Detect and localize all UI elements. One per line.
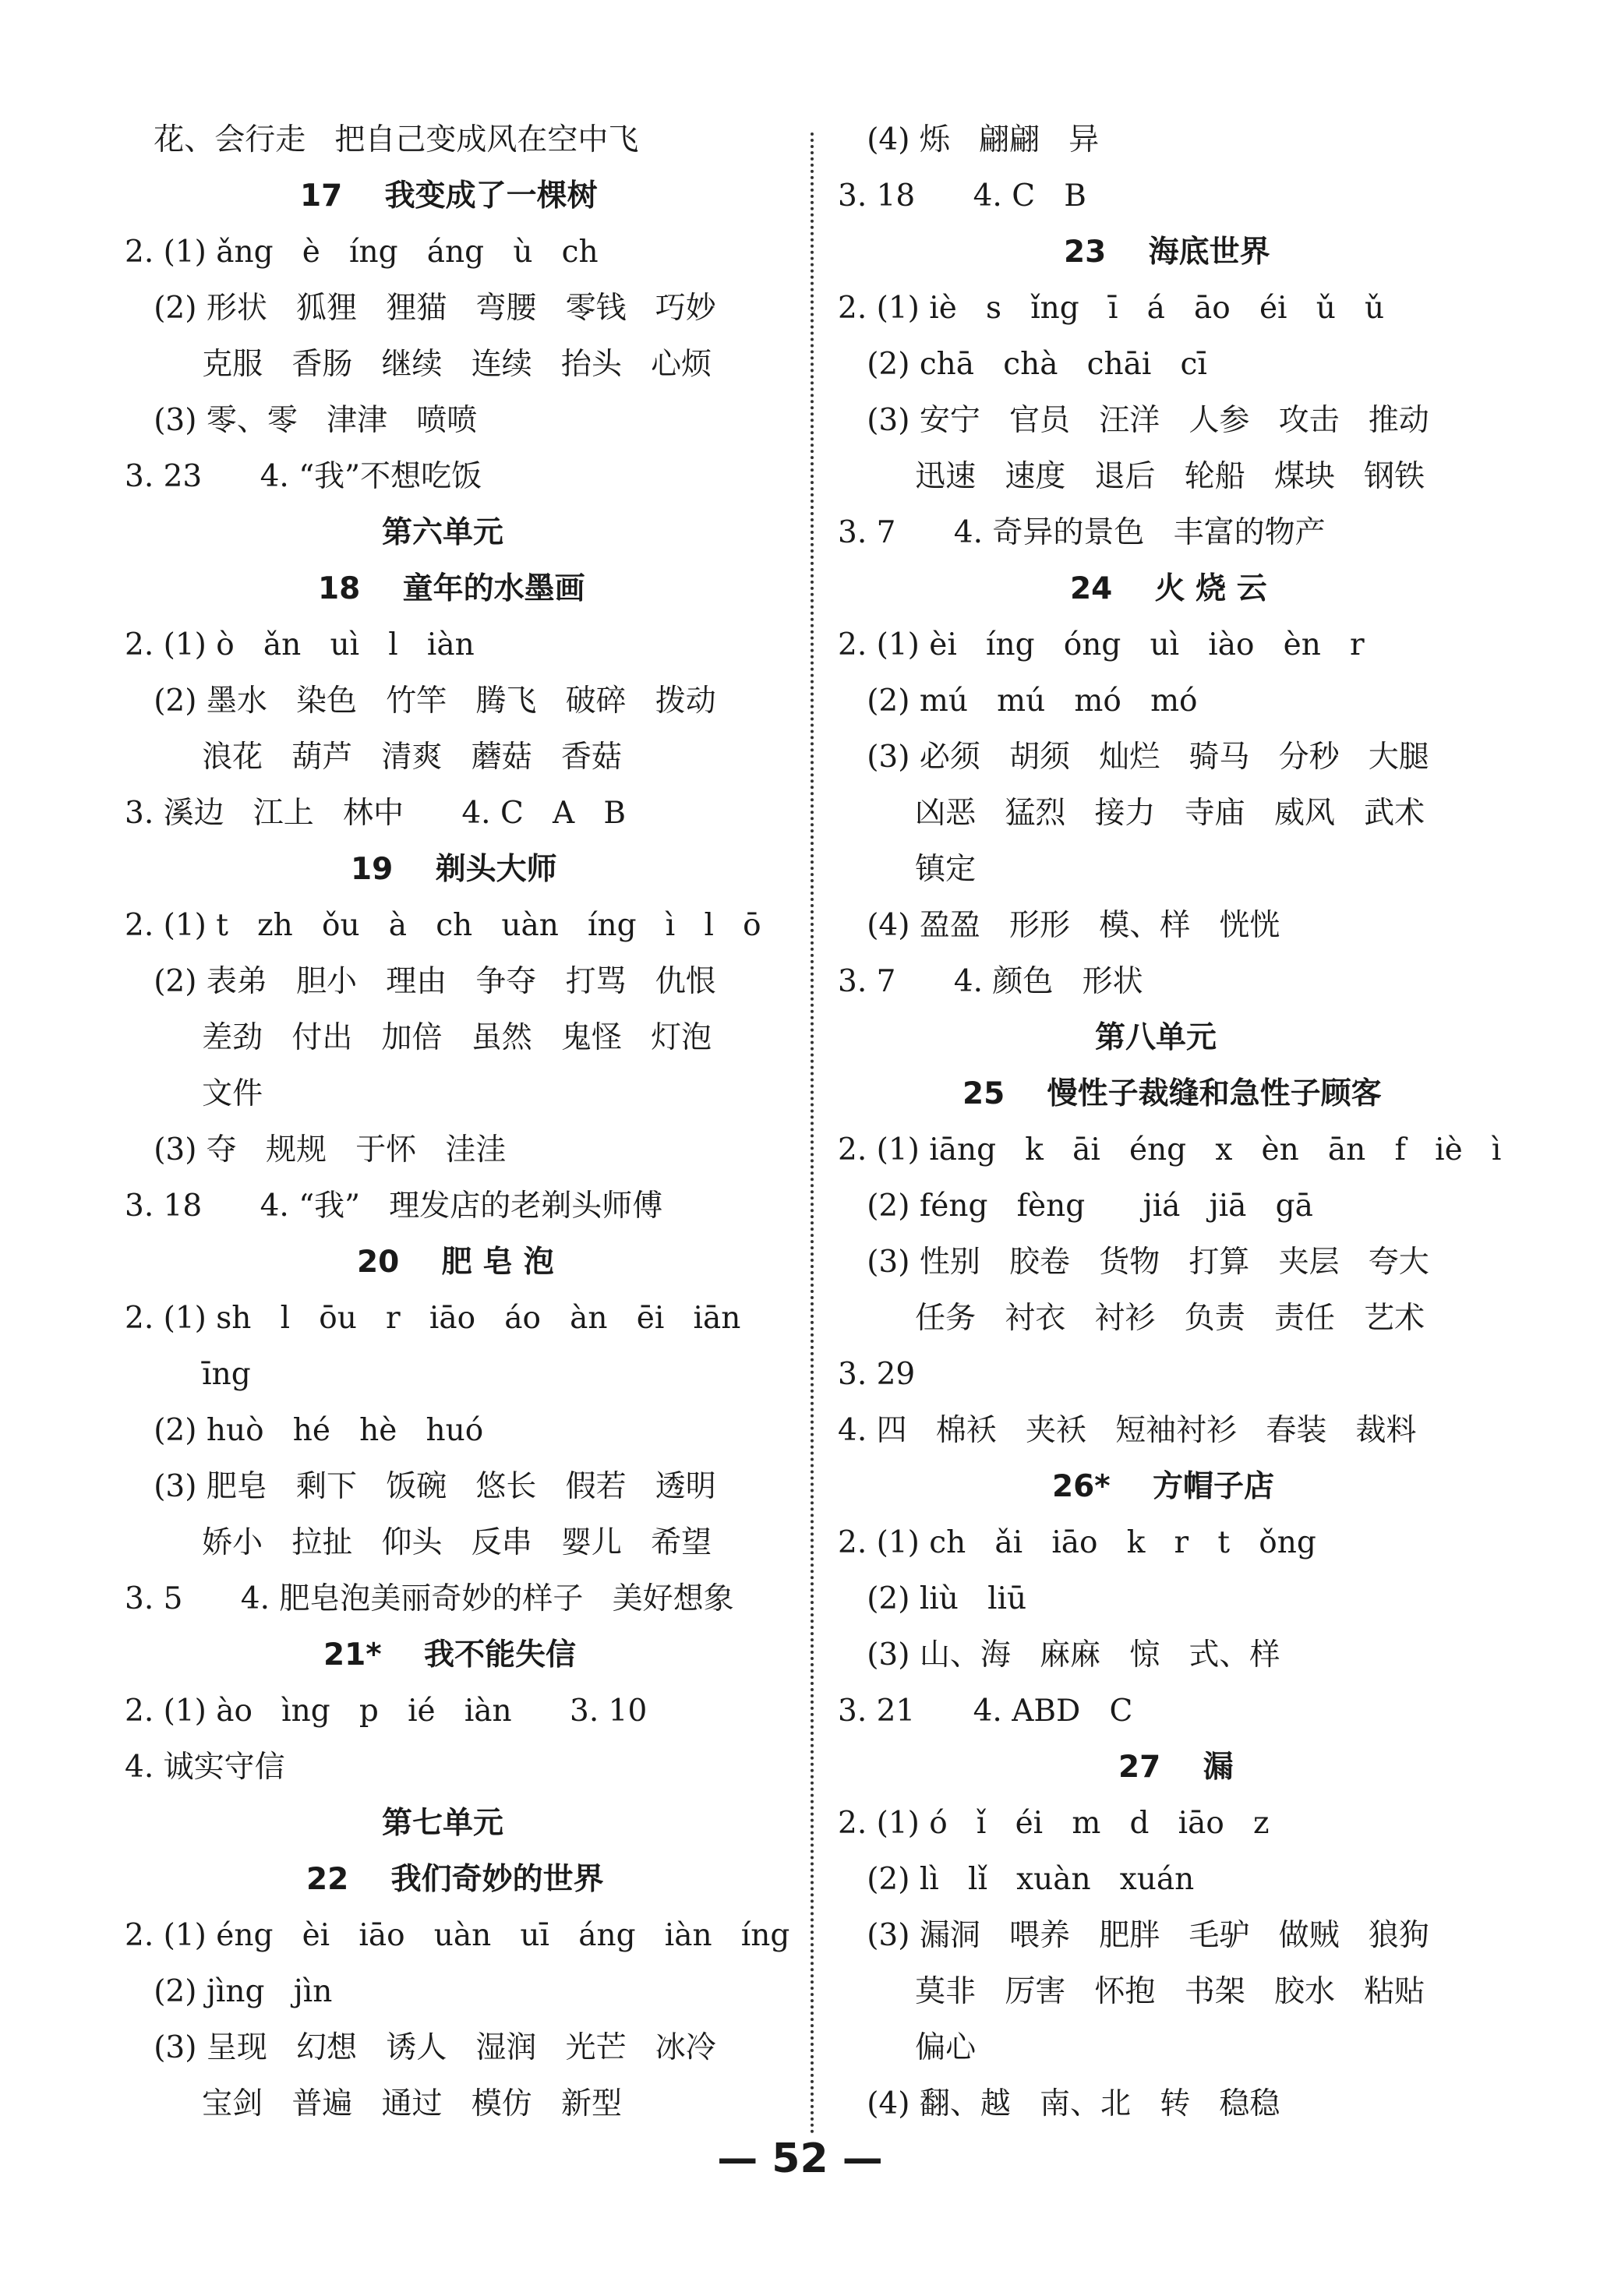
answer-line: 娇小 拉扯 仰头 反串 婴儿 希望 bbox=[125, 1525, 712, 1560]
answer-line: (3) 性别 胶卷 货物 打算 夹层 夸大 bbox=[838, 1245, 1429, 1280]
answer-line: 2. (1) éng èi iāo uàn uī áng iàn íng bbox=[125, 1918, 790, 1953]
answer-line: (2) chā chà chāi cī bbox=[838, 347, 1207, 382]
answer-line: 3. 5 4. 肥皂泡美丽奇妙的样子 美好想象 bbox=[125, 1581, 734, 1616]
answer-line: 4. 四 棉袄 夹袄 短袖衬衫 春装 裁料 bbox=[838, 1413, 1417, 1448]
answer-line: (3) 呈现 幻想 诱人 湿润 光芒 冰冷 bbox=[125, 2030, 716, 2065]
answer-line: 3. 溪边 江上 林中 4. C A B bbox=[125, 796, 627, 831]
answer-line: 2. (1) ó ǐ éi m d iāo z bbox=[838, 1806, 1270, 1841]
answer-line: (2) féng fèng jiá jiā gā bbox=[838, 1189, 1313, 1224]
answer-line: 差劲 付出 加倍 虽然 鬼怪 灯泡 bbox=[125, 1020, 712, 1055]
answer-line: 3. 23 4. “我”不想吃饭 bbox=[125, 459, 482, 494]
answer-line: 克服 香肠 继续 连续 抬头 心烦 bbox=[125, 347, 712, 382]
page-number: — 52 — bbox=[717, 2135, 883, 2182]
answer-line: 2. (1) iè s ǐng ī á āo éi ǔ ǔ bbox=[838, 291, 1385, 326]
section-heading: 27 漏 bbox=[1118, 1750, 1234, 1785]
answer-line: (2) 墨水 染色 竹竿 腾飞 破碎 拨动 bbox=[125, 684, 716, 719]
answer-line: 4. 诚实守信 bbox=[125, 1750, 285, 1785]
section-heading: 23 海底世界 bbox=[1064, 235, 1270, 270]
section-heading: 24 火 烧 云 bbox=[1070, 571, 1267, 606]
section-heading: 第六单元 bbox=[382, 515, 504, 550]
answer-line: 文件 bbox=[125, 1076, 263, 1111]
answer-line: 莫非 厉害 怀抱 书架 胶水 粘贴 bbox=[838, 1974, 1425, 2009]
answer-line: 3. 18 4. “我” 理发店的老剃头师傅 bbox=[125, 1189, 663, 1224]
answer-line: (3) 肥皂 剩下 饭碗 悠长 假若 透明 bbox=[125, 1469, 716, 1504]
answer-line: 2. (1) èi íng óng uì iào èn r bbox=[838, 627, 1365, 662]
answer-line: 2. (1) sh l ōu r iāo áo àn ēi iān bbox=[125, 1301, 741, 1336]
answer-line: (3) 零、零 津津 喷喷 bbox=[125, 403, 478, 438]
answer-line: (2) jìng jìn bbox=[125, 1974, 333, 2009]
answer-line: 2. (1) t zh ǒu à ch uàn íng ì l ō bbox=[125, 908, 761, 943]
answer-line: 花、会行走 把自己变成风在空中飞 bbox=[125, 122, 639, 157]
answer-line: 3. 21 4. ABD C bbox=[838, 1694, 1133, 1729]
section-heading: 20 肥 皂 泡 bbox=[357, 1245, 554, 1280]
answer-line: 3. 29 bbox=[838, 1357, 916, 1392]
answer-line: (3) 漏洞 喂养 肥胖 毛驴 做贼 狼狗 bbox=[838, 1918, 1429, 1953]
answer-line: (2) 表弟 胆小 理由 争夺 打骂 仇恨 bbox=[125, 964, 716, 999]
answer-line: 3. 7 4. 奇异的景色 丰富的物产 bbox=[838, 515, 1326, 550]
answer-line: 迅速 速度 退后 轮船 煤块 钢铁 bbox=[838, 459, 1425, 494]
answer-line: īng bbox=[125, 1357, 251, 1392]
section-heading: 22 我们奇妙的世界 bbox=[306, 1862, 604, 1897]
section-heading: 18 童年的水墨画 bbox=[318, 571, 585, 606]
section-heading: 19 剃头大师 bbox=[351, 852, 557, 887]
answer-line: (3) 必须 胡须 灿烂 骑马 分秒 大腿 bbox=[838, 740, 1429, 775]
answer-line: (3) 夺 规规 于怀 洼洼 bbox=[125, 1132, 507, 1167]
column-divider bbox=[811, 132, 814, 2135]
section-heading: 17 我变成了一棵树 bbox=[300, 178, 598, 214]
answer-line: 3. 18 4. C B bbox=[838, 178, 1086, 214]
answer-line: 宝剑 普遍 通过 模仿 新型 bbox=[125, 2086, 622, 2121]
section-heading: 第八单元 bbox=[1095, 1020, 1217, 1055]
answer-line: 2. (1) iāng k āi éng x èn ān f iè ì bbox=[838, 1132, 1502, 1167]
answer-line: 偏心 bbox=[838, 2030, 977, 2065]
answer-line: 凶恶 猛烈 接力 寺庙 威风 武术 bbox=[838, 796, 1425, 831]
answer-line: 2. (1) ǎng è íng áng ù ch bbox=[125, 235, 599, 270]
answer-line: 任务 衬衣 衬衫 负责 责任 艺术 bbox=[838, 1301, 1425, 1336]
answer-line: (2) 形状 狐狸 狸猫 弯腰 零钱 巧妙 bbox=[125, 291, 716, 326]
section-heading: 25 慢性子裁缝和急性子顾客 bbox=[962, 1076, 1382, 1111]
section-heading: 21* 我不能失信 bbox=[323, 1637, 576, 1673]
section-heading: 第七单元 bbox=[382, 1806, 504, 1841]
answer-line: 2. (1) ò ǎn uì l iàn bbox=[125, 627, 475, 662]
answer-line: 2. (1) ch ǎi iāo k r t ǒng bbox=[838, 1525, 1316, 1560]
answer-line: (3) 山、海 麻麻 惊 式、样 bbox=[838, 1637, 1280, 1673]
answer-line: (4) 盈盈 形形 模、样 恍恍 bbox=[838, 908, 1280, 943]
answer-line: (2) huò hé hè huó bbox=[125, 1413, 484, 1448]
answer-line: 浪花 葫芦 清爽 蘑菇 香菇 bbox=[125, 740, 622, 775]
answer-line: 2. (1) ào ìng p ié iàn 3. 10 bbox=[125, 1694, 648, 1729]
answer-line: 3. 7 4. 颜色 形状 bbox=[838, 964, 1143, 999]
answer-line: (3) 安宁 官员 汪洋 人参 攻击 推动 bbox=[838, 403, 1429, 438]
answer-line: (2) liù liū bbox=[838, 1581, 1027, 1616]
section-heading: 26* 方帽子店 bbox=[1052, 1469, 1274, 1504]
answer-line: (4) 翻、越 南、北 转 稳稳 bbox=[838, 2086, 1280, 2121]
answer-line: (2) mú mú mó mó bbox=[838, 684, 1198, 719]
answer-line: 镇定 bbox=[838, 852, 977, 887]
answer-line: (4) 烁 翩翩 异 bbox=[838, 122, 1100, 157]
answer-line: (2) lì lǐ xuàn xuán bbox=[838, 1862, 1195, 1897]
